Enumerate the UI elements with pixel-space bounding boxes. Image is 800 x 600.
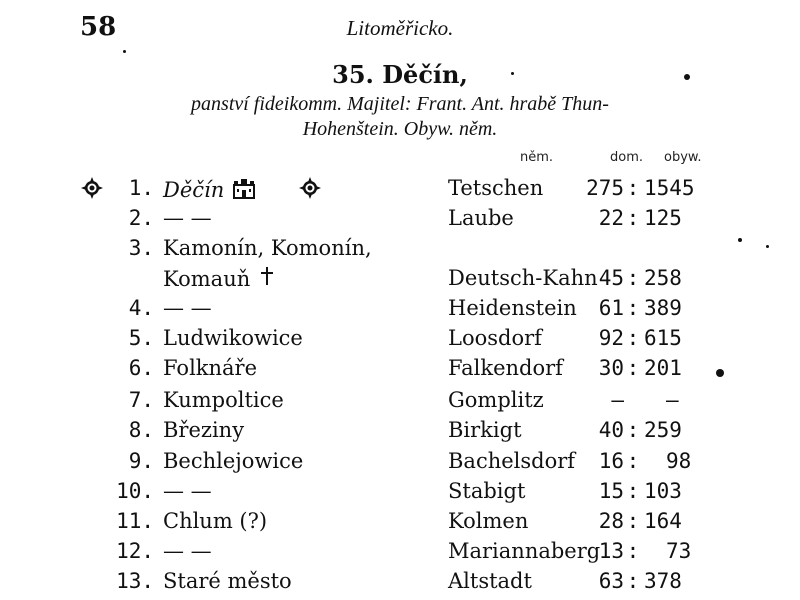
separator: :: [626, 176, 640, 200]
population-count: 103: [644, 479, 682, 503]
german-name: Tetschen: [448, 176, 544, 200]
table-row: [0, 449, 800, 479]
german-name: Falkendorf: [448, 356, 563, 380]
house-count: 61: [598, 296, 624, 320]
table-row: [0, 296, 800, 326]
table-row: [0, 479, 800, 509]
german-name: Kolmen: [448, 509, 529, 533]
separator: :: [626, 539, 640, 563]
row-number: 2.: [128, 206, 154, 230]
population-count: 615: [644, 326, 682, 350]
separator: :: [626, 509, 640, 533]
separator: :: [626, 418, 640, 442]
czech-name: Folknáře: [163, 356, 258, 380]
german-name: Altstadt: [448, 569, 532, 593]
separator: :: [626, 326, 640, 350]
house-count: —: [611, 388, 624, 412]
house-count: 16: [598, 449, 624, 473]
section-description-line-1: panství fideikomm. Majitel: Frant. Ant. hrabě Thun-: [191, 93, 609, 115]
czech-name: — —: [163, 296, 212, 320]
house-count: 92: [598, 326, 624, 350]
czech-name-text: Děčín: [163, 178, 225, 202]
house-count: 13: [598, 539, 624, 563]
scan-speck: [123, 50, 126, 53]
czech-name: Ludwikowice: [163, 326, 303, 350]
population-count: 258: [644, 266, 682, 290]
czech-name: Kamonín, Komonín,: [163, 236, 372, 260]
row-number: 3.: [128, 236, 154, 260]
table-row: [0, 356, 800, 386]
german-name: Mariannaberg: [448, 539, 601, 563]
cross-icon: [260, 266, 274, 286]
row-number: 12.: [116, 539, 154, 563]
row-number: 5.: [128, 326, 154, 350]
separator: :: [626, 296, 640, 320]
column-header-houses: dom.: [610, 150, 644, 165]
separator: :: [626, 569, 640, 593]
czech-name: — —: [163, 539, 212, 563]
running-head: Litoměřicko.: [346, 16, 454, 40]
german-name: Birkigt: [448, 418, 522, 442]
population-count: 201: [644, 356, 682, 380]
table-row: [0, 206, 800, 236]
row-number: 9.: [128, 449, 154, 473]
table-row: [0, 569, 800, 599]
row-number: 11.: [116, 509, 154, 533]
row-number: 8.: [128, 418, 154, 442]
separator: :: [626, 356, 640, 380]
german-name: Gomplitz: [448, 388, 544, 412]
row-number: 4.: [128, 296, 154, 320]
czech-name: Kumpoltice: [163, 388, 284, 412]
scan-speck: [738, 238, 742, 242]
section-description: [70, 92, 730, 142]
czech-name: [163, 176, 256, 202]
house-count: 28: [598, 509, 624, 533]
separator: :: [626, 449, 640, 473]
column-header-german: něm.: [520, 150, 554, 165]
house-count: 63: [598, 569, 624, 593]
czech-name: — —: [163, 479, 212, 503]
house-count: 30: [598, 356, 624, 380]
german-name: Laube: [448, 206, 514, 230]
population-count: 378: [644, 569, 682, 593]
table-row: [0, 326, 800, 356]
table-row: [0, 266, 800, 296]
german-name: Heidenstein: [448, 296, 577, 320]
german-name: Bachelsdorf: [448, 449, 576, 473]
czech-name: Březiny: [163, 418, 245, 442]
house-count: 45: [598, 266, 624, 290]
population-count: 98: [666, 449, 692, 473]
table-row: [0, 418, 800, 448]
house-count: 15: [598, 479, 624, 503]
czech-name: Chlum (?): [163, 509, 268, 533]
population-count: 1545: [644, 176, 695, 200]
czech-name-text: Komauň: [163, 267, 251, 291]
separator: :: [626, 206, 640, 230]
scan-speck: [766, 245, 769, 248]
house-count: 40: [598, 418, 624, 442]
house-count: 275: [586, 176, 624, 200]
population-count: 164: [644, 509, 682, 533]
czech-name: — —: [163, 206, 212, 230]
scan-speck: [716, 369, 724, 377]
population-count: 125: [644, 206, 682, 230]
czech-name: Bechlejowice: [163, 449, 304, 473]
separator: :: [626, 479, 640, 503]
row-number: 7.: [128, 388, 154, 412]
czech-name: [163, 266, 274, 291]
population-count: 259: [644, 418, 682, 442]
table-row: [0, 539, 800, 569]
column-header-population: obyw.: [664, 150, 702, 165]
scan-speck: [684, 74, 690, 80]
separator: :: [626, 266, 640, 290]
scan-speck: [511, 72, 514, 75]
page-number: 58: [80, 12, 117, 42]
row-number: 13.: [116, 569, 154, 593]
house-count: 22: [598, 206, 624, 230]
german-name: Stabigt: [448, 479, 526, 503]
row-number: 6.: [128, 356, 154, 380]
czech-name: Staré město: [163, 569, 292, 593]
table-row: [0, 509, 800, 539]
castle-icon: [232, 176, 256, 200]
german-name: Loosdorf: [448, 326, 542, 350]
population-count: 389: [644, 296, 682, 320]
section-description-line-2: Hohenštein. Obyw. něm.: [302, 118, 498, 140]
section-title: 35. Děčín,: [332, 60, 468, 89]
row-number: 10.: [116, 479, 154, 503]
table-row: [0, 236, 800, 266]
german-name: Deutsch-Kahn: [448, 266, 598, 290]
population-count: –: [666, 388, 679, 412]
table-row: [0, 388, 800, 418]
row-number: 1.: [128, 176, 154, 200]
population-count: 73: [666, 539, 692, 563]
table-row: [0, 176, 800, 206]
